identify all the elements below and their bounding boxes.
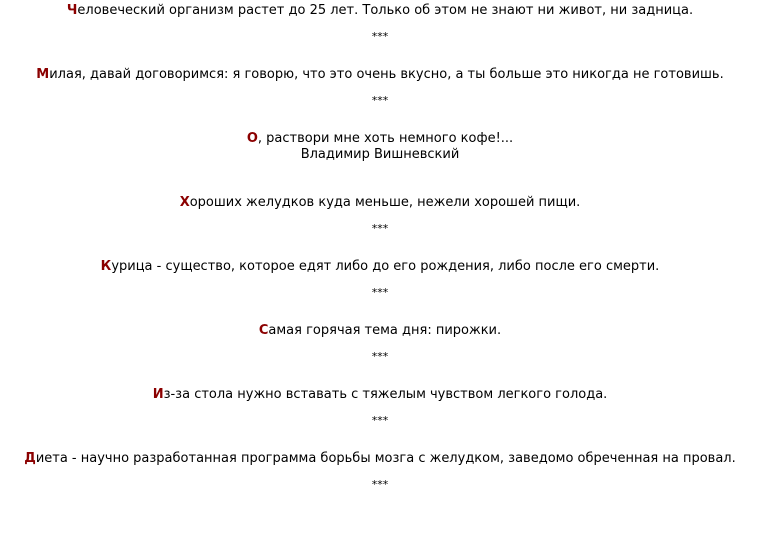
quote-text: з-за стола нужно вставать с тяжелым чувством легкого голода. <box>163 387 608 402</box>
separator: *** <box>371 30 389 43</box>
quote-text: илая, давай договоримся: я говорю, что это очень вкусно, а ты больше это никогда не готовишь. <box>49 67 724 82</box>
quote-text: урица - существо, которое едят либо до его рождения, либо после его смерти. <box>111 259 660 274</box>
quote-text: иета - научно разработанная программа борьбы мозга с желудком, заведомо обреченная на провал. <box>35 451 736 466</box>
quote-initial: Д <box>24 451 36 466</box>
quote-item <box>0 131 760 147</box>
quote-item <box>0 451 760 467</box>
quote-author: Владимир Вишневский <box>300 147 460 162</box>
quote-text: амая горячая тема дня: пирожки. <box>268 323 502 338</box>
quote-initial: Ч <box>66 3 78 18</box>
quote-item <box>0 3 760 19</box>
separator: *** <box>371 414 389 427</box>
quote-initial: С <box>258 323 269 338</box>
quote-text: ороших желудков куда меньше, нежели хорошей пищи. <box>189 195 581 210</box>
quote-item <box>0 387 760 403</box>
quote-list <box>0 3 760 493</box>
quote-initial: Х <box>179 195 190 210</box>
quote-initial: М <box>36 67 50 82</box>
quote-text: , раствори мне хоть немного кофе!... <box>257 131 514 146</box>
quote-item <box>0 323 760 339</box>
quote-initial: К <box>100 259 112 274</box>
quote-initial: И <box>152 387 164 402</box>
quote-item <box>0 67 760 83</box>
quote-item <box>0 195 760 211</box>
separator: *** <box>371 286 389 299</box>
separator: *** <box>371 350 389 363</box>
separator: *** <box>371 478 389 491</box>
quote-item <box>0 259 760 275</box>
quote-text: еловеческий организм растет до 25 лет. Только об этом не знают ни живот, ни задница. <box>77 3 694 18</box>
quote-initial: О <box>246 131 258 146</box>
separator: *** <box>371 222 389 235</box>
separator: *** <box>371 94 389 107</box>
